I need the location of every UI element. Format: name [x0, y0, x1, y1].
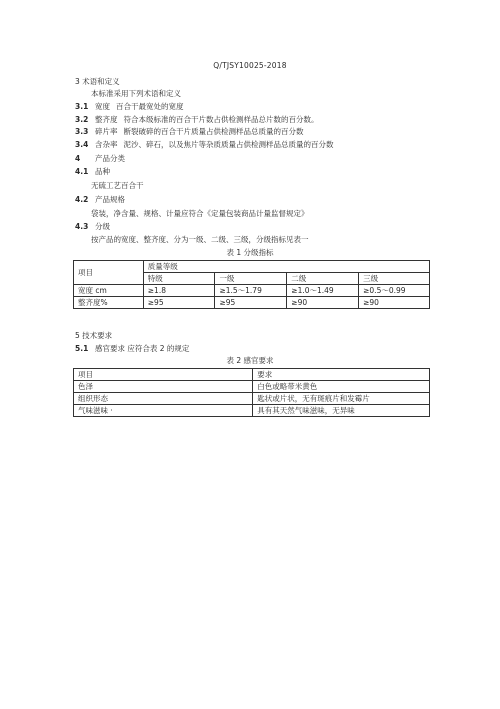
table-cell: 组织形态: [74, 393, 253, 405]
section-3-title: 3 术语和定义: [75, 77, 120, 86]
section-4-3-body: 按产品的宽度、整齐度、分为一级、二级、三级，分级指标见表一: [91, 235, 309, 244]
sensory-table: [73, 368, 430, 417]
term-definition: 符合本级标准的百合干片数占供检测样品总片数的百分数。: [123, 115, 319, 124]
table-cell: 具有其天然气味滋味，无异味: [253, 405, 430, 417]
table-2-caption: 表 2 感官要求: [226, 356, 274, 365]
clause-number: 4.1: [75, 167, 89, 176]
table-row: [74, 261, 430, 273]
clause-number: 3.4: [75, 140, 89, 149]
section-4-1-body: 无硫工艺百合干: [91, 181, 144, 190]
table-cell: 白色或略带米黄色: [253, 381, 430, 393]
grade-header: 三级: [359, 273, 430, 285]
term-definition: 泥沙、碎石，以及焦片等杂质质量占供检测样品总质量的百分数: [123, 140, 334, 149]
section-4-2-title: [75, 195, 125, 205]
section-title-text: 产品规格: [95, 195, 125, 204]
document-code: Q/TJSY10025-2018: [213, 61, 287, 70]
section-4-2-body: 袋装，净含量、规格、计量应符合《定量包装商品计量监督规定》: [91, 209, 309, 218]
grade-header: 特级: [143, 273, 215, 285]
term-label: 整齐度: [95, 115, 118, 124]
table-1-caption: 表 1 分级指标: [226, 248, 274, 257]
table-cell: 气味滋味 ·: [74, 405, 253, 417]
grade-header: 二级: [287, 273, 359, 285]
table-cell: ≥1.0～1.49: [287, 285, 359, 297]
section-5-title: 5 技术要求: [75, 331, 113, 340]
section-text: 感官要求 应符合表 2 的规定: [95, 344, 190, 353]
clause-number: 4.2: [75, 195, 89, 204]
section-4-1-title: [75, 167, 110, 177]
term-label: 碎片率: [95, 127, 118, 136]
clause-number: 4: [75, 154, 81, 163]
section-5-1: [75, 344, 189, 354]
term-label: 宽度: [95, 102, 110, 111]
table-header: 项目: [74, 369, 253, 381]
term-definition: 百合干最宽处的宽度: [116, 102, 184, 111]
term-definition: 断裂破碎的百合干片质量占供检测样品总质量的百分数: [123, 127, 304, 136]
section-4-3-title: [75, 222, 110, 232]
table-cell: ≥1.5～1.79: [215, 285, 287, 297]
row-label: 整齐度%: [74, 297, 144, 309]
term-3-3: [75, 127, 304, 137]
section-title-text: 分级: [95, 222, 110, 231]
table-cell: ≥95: [215, 297, 287, 309]
clause-number: 3.3: [75, 127, 89, 136]
grade-header: 一级: [215, 273, 287, 285]
table-row: [74, 297, 430, 309]
table-row: [74, 285, 430, 297]
table-header-group: 质量等级: [143, 261, 429, 273]
section-3-intro: 本标准采用下列术语和定义: [91, 89, 181, 98]
table-row: [74, 381, 430, 393]
term-label: 含杂率: [95, 140, 118, 149]
table-row: [74, 369, 430, 381]
clause-number: 3.1: [75, 102, 89, 111]
table-cell: 色泽: [74, 381, 253, 393]
row-label: 宽度 cm: [74, 285, 144, 297]
table-cell: ≥1.8: [143, 285, 215, 297]
section-title-text: 品种: [95, 167, 110, 176]
table-row: [74, 393, 430, 405]
clause-number: 5.1: [75, 344, 89, 353]
clause-number: 3.2: [75, 115, 89, 124]
table-cell: ≥95: [143, 297, 215, 309]
section-4-title: [75, 154, 125, 164]
table-cell: ≥90: [359, 297, 430, 309]
table-cell: 匙状或片状，无有斑痕片和发霉片: [253, 393, 430, 405]
grading-table: [73, 260, 430, 309]
clause-number: 4.3: [75, 222, 89, 231]
term-3-4: [75, 140, 334, 150]
table-header-item: 项目: [74, 261, 144, 285]
table-header: 要求: [253, 369, 430, 381]
table-cell: ≥0.5～0.99: [359, 285, 430, 297]
section-title-text: 产品分类: [95, 154, 125, 163]
table-cell: ≥90: [287, 297, 359, 309]
term-3-2: [75, 115, 319, 125]
table-row: [74, 405, 430, 417]
term-3-1: [75, 102, 184, 112]
